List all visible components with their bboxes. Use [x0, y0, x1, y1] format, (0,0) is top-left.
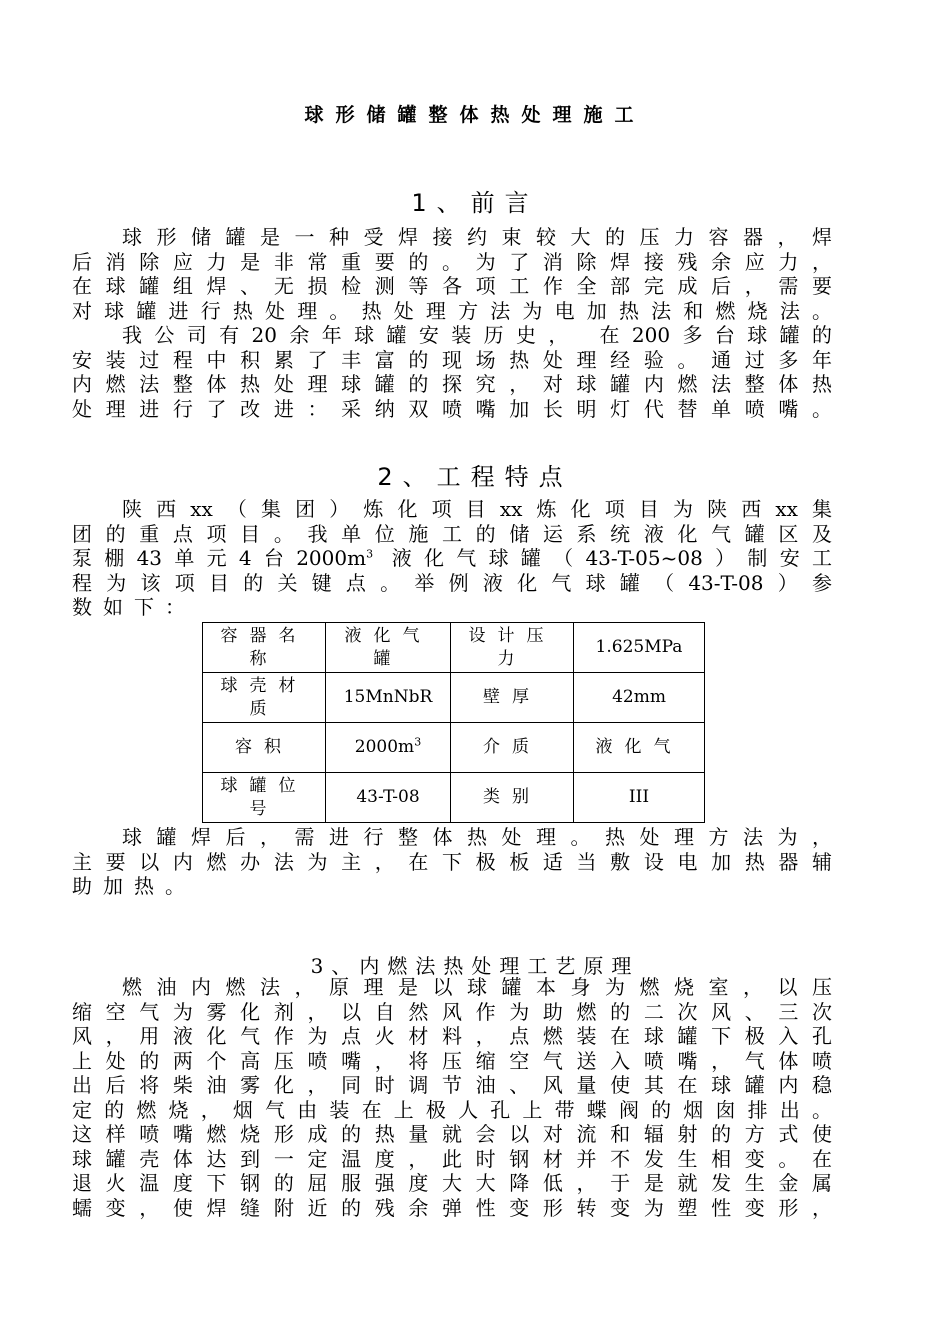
table-cell: 球罐位号 — [203, 773, 326, 823]
section-3-body — [72, 975, 832, 1220]
paragraph-line: 数如下： — [72, 595, 196, 619]
table-row — [203, 773, 705, 823]
table-cell: 壁厚 — [451, 673, 574, 723]
paragraph-line: 在球罐组焊、无损检测等各项工作全部完成后，需要 — [72, 274, 832, 298]
superscript: 3 — [414, 735, 422, 749]
paragraph-line: 我公司有20余年球罐安装历史， 在200多台球罐的 — [122, 323, 832, 347]
table-row — [203, 623, 705, 673]
parameters-table — [202, 622, 705, 823]
table-cell: 设计压力 — [451, 623, 574, 673]
section-1-body — [72, 225, 832, 421]
section-2-body — [72, 497, 832, 620]
paragraph-line: 球罐壳体达到一定温度，此时钢材并不发生相变。在 — [72, 1146, 832, 1171]
paragraph-line: 助加热。 — [72, 874, 196, 898]
paragraph-line — [72, 546, 832, 571]
paragraph-line: 定的燃烧，烟气由装在上极人孔上带蝶阀的烟囱排出。 — [72, 1097, 832, 1122]
paragraph-line: 陕西xx（集团）炼化项目xx炼化项目为陕西xx集 — [122, 497, 832, 521]
paragraph-line: 燃油内燃法，原理是以球罐本身为燃烧室，以压 — [122, 975, 832, 999]
text-segment: 液化气球罐（43-T-05~08）制安工 — [391, 546, 832, 570]
table-row — [203, 723, 705, 773]
paragraph-line: 出后将柴油雾化，同时调节油、风量使其在球罐内稳 — [72, 1073, 832, 1097]
paragraph-line: 后消除应力是非常重要的。为了消除焊接残余应力， — [72, 249, 832, 274]
table-cell: 类别 — [451, 773, 574, 823]
table-cell: 1.625MPa — [574, 623, 705, 673]
paragraph-line: 对球罐进行热处理。热处理方法为电加热法和燃烧法。 — [72, 298, 832, 323]
table-cell: III — [574, 773, 705, 823]
table-cell: 球壳材质 — [203, 673, 326, 723]
table-cell: 容积 — [203, 723, 326, 773]
table-cell: 42mm — [574, 673, 705, 723]
document-title: 球形储罐整体热处理施工 — [304, 104, 646, 126]
table-cell: 15MnNbR — [326, 673, 451, 723]
paragraph-line: 内燃法整体热处理球罐的探究，对球罐内燃法整体热 — [72, 372, 832, 396]
paragraph-line: 团的重点项目。我单位施工的储运系统液化气罐区及 — [72, 521, 832, 546]
section-2-after-table — [72, 825, 832, 899]
section-1-heading: 1、前言 — [411, 189, 539, 217]
paragraph-line: 球罐焊后，需进行整体热处理。热处理方法为， — [122, 825, 832, 849]
section-2-heading: 2、工程特点 — [377, 463, 573, 491]
paragraph-line: 上处的两个高压喷嘴，将压缩空气送入喷嘴，气体喷 — [72, 1048, 832, 1073]
table-row — [203, 673, 705, 723]
superscript: 3 — [366, 547, 374, 561]
paragraph-line: 缩空气为雾化剂，以自然风作为助燃的二次风、三次 — [72, 999, 832, 1024]
paragraph-line: 处理进行了改进：采纳双喷嘴加长明灯代替单喷嘴。 — [72, 396, 832, 421]
table-cell: 液化气 — [574, 723, 705, 773]
table-cell: 43-T-08 — [326, 773, 451, 823]
text-segment: 泵棚43单元4台2000m — [72, 546, 367, 570]
table-cell — [326, 723, 451, 773]
table-cell: 介质 — [451, 723, 574, 773]
paragraph-line: 蠕变，使焊缝附近的残余弹性变形转变为塑性变形， — [72, 1195, 832, 1220]
table-cell: 容器名称 — [203, 623, 326, 673]
paragraph-line: 球形储罐是一种受焊接约束较大的压力容器，焊 — [122, 225, 832, 249]
paragraph-line: 主要以内燃办法为主，在下极板适当敷设电加热器辅 — [72, 849, 832, 874]
table-cell: 液化气罐 — [326, 623, 451, 673]
paragraph-line: 这样喷嘴燃烧形成的热量就会以对流和辐射的方式使 — [72, 1122, 832, 1146]
section-3-heading: 3、内燃法热处理工艺原理 — [310, 954, 640, 978]
paragraph-line: 安装过程中积累了丰富的现场热处理经验。通过多年 — [72, 347, 832, 372]
paragraph-line: 风，用液化气作为点火材料，点燃装在球罐下极入孔 — [72, 1024, 832, 1048]
paragraph-line: 程为该项目的关键点。举例液化气球罐（43-T-08）参 — [72, 570, 832, 595]
cell-text: 2000m — [354, 737, 415, 757]
paragraph-line: 退火温度下钢的屈服强度大大降低，于是就发生金属 — [72, 1171, 832, 1195]
